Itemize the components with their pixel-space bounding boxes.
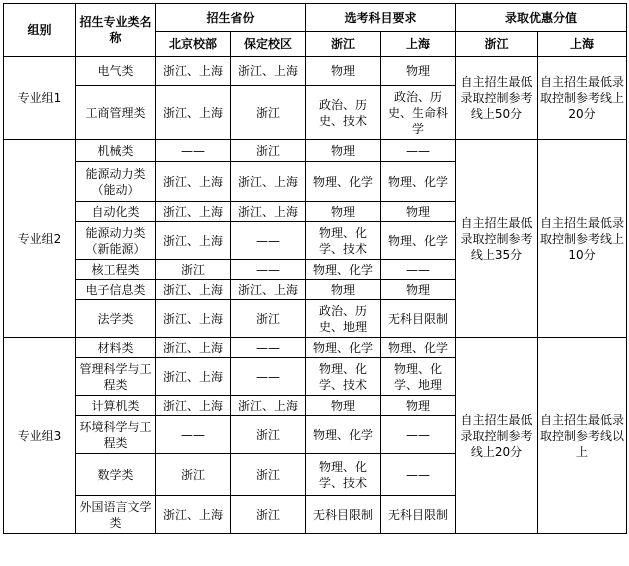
header-subjects-shanghai: 上海 bbox=[381, 32, 456, 57]
province-beijing: 浙江、上海 bbox=[156, 86, 231, 140]
major-name: 能源动力类（新能源） bbox=[76, 222, 156, 260]
subject-shanghai: 无科目限制 bbox=[381, 496, 456, 534]
subject-shanghai: 物理、化学、地理 bbox=[381, 358, 456, 396]
province-baoding: 浙江、上海 bbox=[231, 57, 306, 86]
subject-shanghai: —— bbox=[381, 260, 456, 280]
group-name: 专业组2 bbox=[4, 140, 76, 338]
subject-shanghai: —— bbox=[381, 416, 456, 454]
province-baoding: 浙江 bbox=[231, 454, 306, 496]
header-subjects: 选考科目要求 bbox=[306, 4, 456, 32]
header-provinces: 招生省份 bbox=[156, 4, 306, 32]
group-name: 专业组1 bbox=[4, 57, 76, 140]
major-name: 自动化类 bbox=[76, 202, 156, 222]
province-beijing: 浙江 bbox=[156, 454, 231, 496]
major-name: 材料类 bbox=[76, 338, 156, 358]
header-campus-beijing: 北京校部 bbox=[156, 32, 231, 57]
subject-shanghai: 物理 bbox=[381, 202, 456, 222]
subject-shanghai: 无科目限制 bbox=[381, 300, 456, 338]
province-beijing: 浙江、上海 bbox=[156, 162, 231, 202]
subject-zhejiang: 物理、化学 bbox=[306, 162, 381, 202]
table-row bbox=[4, 57, 627, 86]
major-name: 工商管理类 bbox=[76, 86, 156, 140]
subject-zhejiang: 政治、历史、地理 bbox=[306, 300, 381, 338]
province-baoding: —— bbox=[231, 222, 306, 260]
major-name: 机械类 bbox=[76, 140, 156, 162]
admissions-table bbox=[3, 3, 627, 534]
subject-shanghai: 物理 bbox=[381, 57, 456, 86]
table-row bbox=[4, 140, 627, 162]
province-baoding: —— bbox=[231, 358, 306, 396]
province-baoding: —— bbox=[231, 338, 306, 358]
bonus-zhejiang: 自主招生最低录取控制参考线上20分 bbox=[456, 338, 538, 534]
table-body bbox=[4, 57, 627, 534]
province-beijing: 浙江 bbox=[156, 260, 231, 280]
subject-zhejiang: 无科目限制 bbox=[306, 496, 381, 534]
province-beijing: 浙江、上海 bbox=[156, 496, 231, 534]
province-beijing: 浙江、上海 bbox=[156, 202, 231, 222]
bonus-zhejiang: 自主招生最低录取控制参考线上35分 bbox=[456, 140, 538, 338]
subject-shanghai: 物理、化学 bbox=[381, 162, 456, 202]
province-beijing: 浙江、上海 bbox=[156, 57, 231, 86]
subject-zhejiang: 物理、化学 bbox=[306, 416, 381, 454]
subject-zhejiang: 物理 bbox=[306, 396, 381, 416]
subject-shanghai: 物理 bbox=[381, 396, 456, 416]
subject-zhejiang: 物理、化学 bbox=[306, 338, 381, 358]
province-baoding: 浙江 bbox=[231, 300, 306, 338]
province-beijing: 浙江、上海 bbox=[156, 358, 231, 396]
header-bonus-shanghai: 上海 bbox=[538, 32, 627, 57]
province-baoding: 浙江 bbox=[231, 416, 306, 454]
header-group: 组别 bbox=[4, 4, 76, 57]
province-baoding: —— bbox=[231, 260, 306, 280]
header-campus-baoding: 保定校区 bbox=[231, 32, 306, 57]
subject-zhejiang: 物理 bbox=[306, 202, 381, 222]
province-beijing: 浙江、上海 bbox=[156, 222, 231, 260]
major-name: 核工程类 bbox=[76, 260, 156, 280]
subject-zhejiang: 政治、历史、技术 bbox=[306, 86, 381, 140]
major-name: 计算机类 bbox=[76, 396, 156, 416]
subject-zhejiang: 物理、化学、技术 bbox=[306, 358, 381, 396]
subject-zhejiang: 物理 bbox=[306, 57, 381, 86]
province-baoding: 浙江 bbox=[231, 86, 306, 140]
bonus-zhejiang: 自主招生最低录取控制参考线上50分 bbox=[456, 57, 538, 140]
subject-shanghai: 物理 bbox=[381, 280, 456, 300]
province-baoding: 浙江、上海 bbox=[231, 202, 306, 222]
subject-zhejiang: 物理、化学、技术 bbox=[306, 454, 381, 496]
major-name: 法学类 bbox=[76, 300, 156, 338]
subject-zhejiang: 物理 bbox=[306, 280, 381, 300]
header-subjects-zhejiang: 浙江 bbox=[306, 32, 381, 57]
province-beijing: 浙江、上海 bbox=[156, 396, 231, 416]
province-beijing: 浙江、上海 bbox=[156, 280, 231, 300]
subject-shanghai: 物理、化学 bbox=[381, 222, 456, 260]
bonus-shanghai: 自主招生最低录取控制参考线以上 bbox=[538, 338, 627, 534]
major-name: 管理科学与工程类 bbox=[76, 358, 156, 396]
province-beijing: 浙江、上海 bbox=[156, 300, 231, 338]
subject-shanghai: 政治、历史、生命科学 bbox=[381, 86, 456, 140]
bonus-shanghai: 自主招生最低录取控制参考线上10分 bbox=[538, 140, 627, 338]
province-baoding: 浙江 bbox=[231, 496, 306, 534]
header-major: 招生专业类名称 bbox=[76, 4, 156, 57]
subject-zhejiang: 物理、化学、技术 bbox=[306, 222, 381, 260]
province-beijing: —— bbox=[156, 140, 231, 162]
subject-zhejiang: 物理 bbox=[306, 140, 381, 162]
subject-shanghai: —— bbox=[381, 454, 456, 496]
header-bonus: 录取优惠分值 bbox=[456, 4, 627, 32]
province-beijing: —— bbox=[156, 416, 231, 454]
major-name: 电气类 bbox=[76, 57, 156, 86]
table-row bbox=[4, 338, 627, 358]
province-baoding: 浙江、上海 bbox=[231, 280, 306, 300]
major-name: 能源动力类（能动） bbox=[76, 162, 156, 202]
province-baoding: 浙江、上海 bbox=[231, 162, 306, 202]
subject-shanghai: —— bbox=[381, 140, 456, 162]
subject-zhejiang: 物理、化学 bbox=[306, 260, 381, 280]
subject-shanghai: 物理、化学 bbox=[381, 338, 456, 358]
province-baoding: 浙江 bbox=[231, 140, 306, 162]
header-bonus-zhejiang: 浙江 bbox=[456, 32, 538, 57]
major-name: 环境科学与工程类 bbox=[76, 416, 156, 454]
major-name: 电子信息类 bbox=[76, 280, 156, 300]
major-name: 外国语言文学类 bbox=[76, 496, 156, 534]
bonus-shanghai: 自主招生最低录取控制参考线上20分 bbox=[538, 57, 627, 140]
major-name: 数学类 bbox=[76, 454, 156, 496]
province-beijing: 浙江、上海 bbox=[156, 338, 231, 358]
province-baoding: 浙江、上海 bbox=[231, 396, 306, 416]
group-name: 专业组3 bbox=[4, 338, 76, 534]
